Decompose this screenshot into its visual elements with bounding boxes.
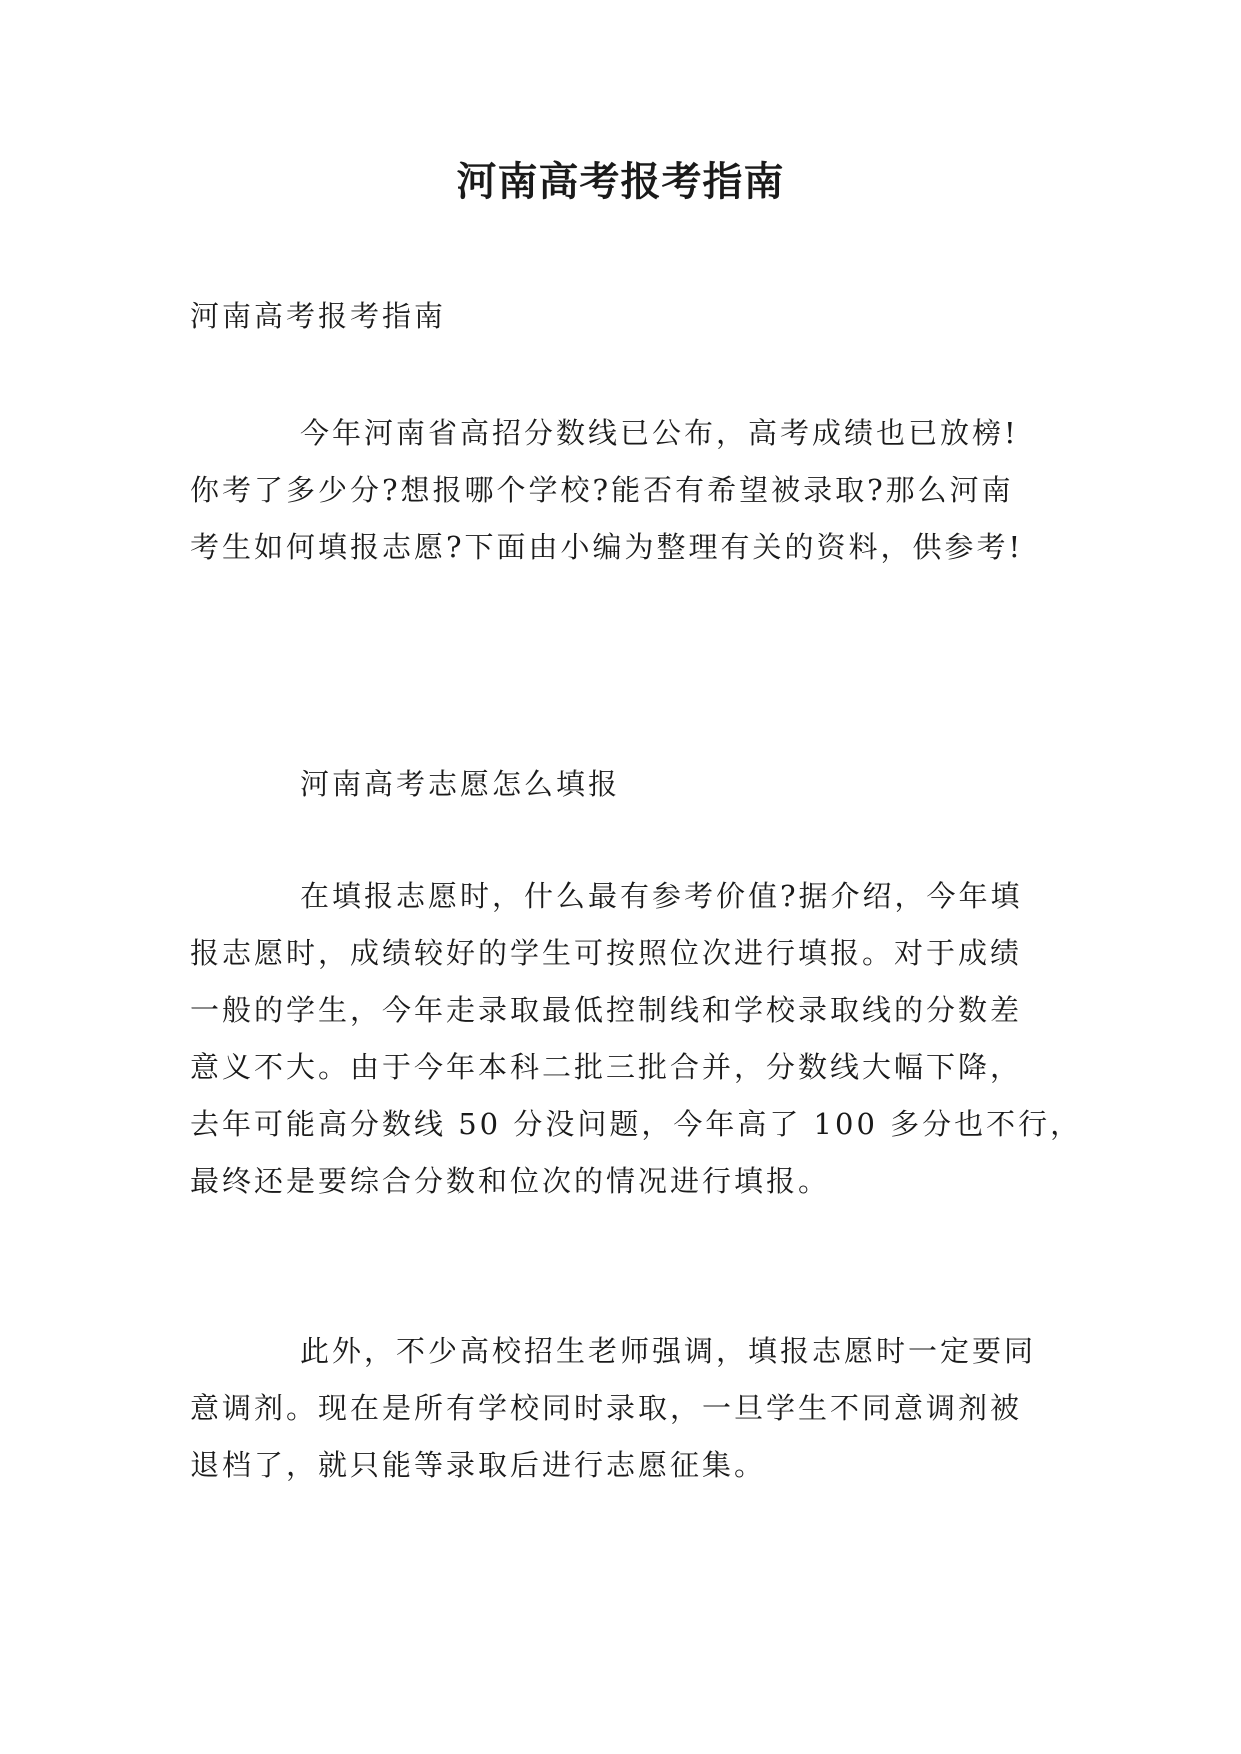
paragraph-line: 退档了，就只能等录取后进行志愿征集。 (190, 1448, 767, 1482)
paragraph-line: 你考了多少分?想报哪个学校?能否有希望被录取?那么河南 (190, 473, 1014, 507)
document-subtitle: 河南高考报考指南 (190, 299, 447, 333)
section-heading: 河南高考志愿怎么填报 (300, 767, 621, 801)
paragraph-line: 一般的学生，今年走录取最低控制线和学校录取线的分数差 (190, 993, 1023, 1027)
paragraph-line: 在填报志愿时，什么最有参考价值?据介绍，今年填 (300, 879, 1023, 913)
document-title: 河南高考报考指南 (456, 158, 785, 205)
paragraph-line: 意调剂。现在是所有学校同时录取，一旦学生不同意调剂被 (190, 1391, 1023, 1425)
paragraph-line: 最终还是要综合分数和位次的情况进行填报。 (190, 1164, 831, 1198)
paragraph-line: 去年可能高分数线 50 分没问题，今年高了 100 多分也不行， (190, 1107, 1083, 1141)
paragraph-line: 今年河南省高招分数线已公布，高考成绩也已放榜! (300, 416, 1019, 450)
paragraph-line: 意义不大。由于今年本科二批三批合并，分数线大幅下降， (190, 1050, 1023, 1084)
paragraph-line: 考生如何填报志愿?下面由小编为整理有关的资料，供参考! (190, 530, 1024, 564)
paragraph-line: 报志愿时，成绩较好的学生可按照位次进行填报。对于成绩 (190, 936, 1023, 970)
paragraph-line: 此外，不少高校招生老师强调，填报志愿时一定要同 (300, 1334, 1037, 1368)
